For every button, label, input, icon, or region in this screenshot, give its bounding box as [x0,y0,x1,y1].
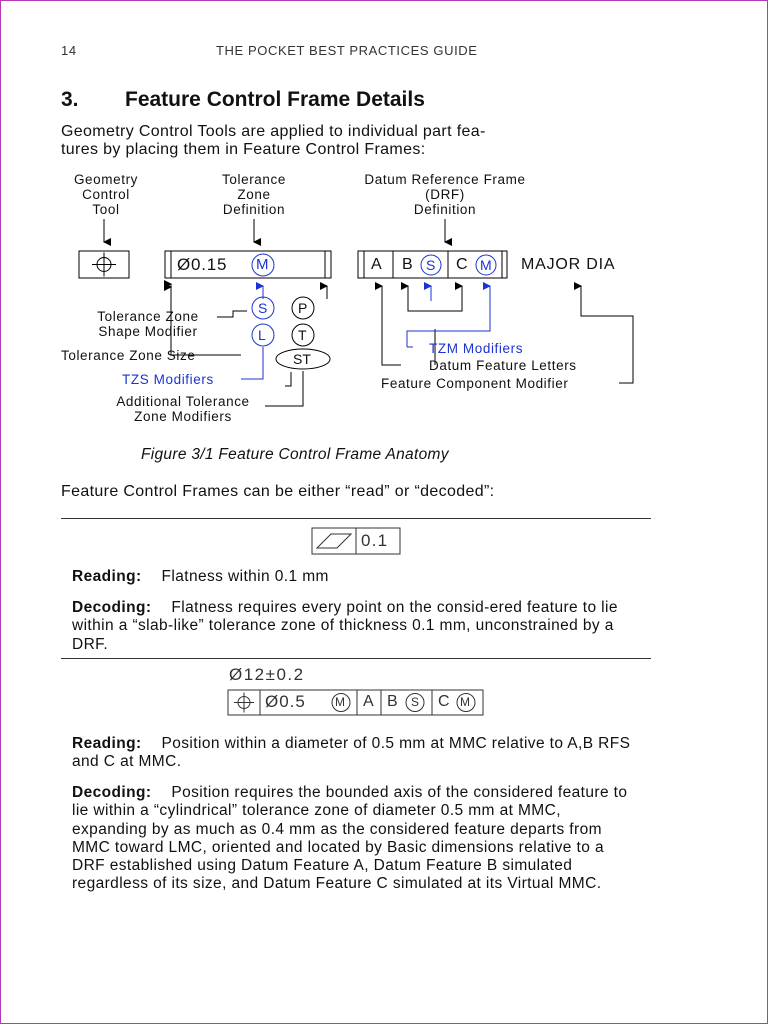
rfs-modifier: S [426,257,436,273]
position-datum-c: C [438,693,450,710]
modifier-p: P [298,300,308,316]
tzs-modifier-s: S [258,300,268,316]
example2-reading: Reading: Position within a diameter of 0.5 mm at MMC relative to A,B RFS and C at MMC. [72,735,631,771]
datum-c-mmc-modifier: M [480,257,492,273]
label-tolerance-zone-definition: Tolerance Zone Definition [222,172,286,217]
section-title: Feature Control Frame Details [125,88,425,111]
label-component-modifier: Feature Component Modifier [381,376,569,391]
position-c-mmc: M [460,695,470,709]
position-tolerance: Ø0.5 [265,692,306,711]
position-datum-b: B [387,693,398,710]
datum-a: A [371,256,382,273]
tzs-modifier-l: L [258,327,266,343]
modifier-st: ST [293,351,311,367]
datum-c: C [456,256,468,273]
size-callout: Ø12±0.2 [229,665,305,684]
label-drf-definition: Datum Reference Frame (DRF) Definition [364,172,526,217]
label-zone-size: Tolerance Zone Size [61,348,196,363]
mmc-modifier: M [256,256,269,273]
label-geometry-tool: Geometry Control Tool [73,172,139,217]
label-shape-modifier: Tolerance Zone Shape Modifier [97,309,199,339]
example1-decoding: Decoding: Flatness requires every point on the consid-ered feature to lie within a “slab-like” tolerance zone of thickness 0.1 mm, unconstrained by a DRF. [72,599,618,653]
major-dia-label: MAJOR DIA [521,256,616,273]
flatness-value: 0.1 [361,531,389,550]
example2-decoding: Decoding: Position requires the bounded axis of the considered feature to lie within a “cylindrical” tolerance zone of diameter 0.5 mm at MMC, expanding by as much as 0.4 mm as the considered feature departs from MMC toward LMC, oriented and located by Basic dimensions relative to a DRF established using Datum Feature A, Datum Feature B simulated regardless of its size, and Datum Feature C simulated at its Virtual MMC. [72,784,628,893]
section-number: 3. [61,88,79,111]
label-datum-letters: Datum Feature Letters [429,358,577,373]
page-number: 14 [61,43,77,58]
position-mmc: M [335,695,345,709]
intro-line-1: Geometry Control Tools are applied to individual part fea- [61,123,486,140]
label-tzs-modifiers: TZS Modifiers [122,372,214,387]
intro-line-2: tures by placing them in Feature Control Frames: [61,141,426,158]
example1-reading: Reading: Flatness within 0.1 mm [72,568,329,585]
position-rfs: S [411,695,420,709]
label-tzm-modifiers: TZM Modifiers [429,341,524,356]
label-additional-modifiers: Additional Tolerance Zone Modifiers [116,394,250,424]
figure-caption: Figure 3/1 Feature Control Frame Anatomy [141,446,449,463]
datum-b: B [402,256,413,273]
modifier-t: T [298,327,307,343]
read-decode-intro: Feature Control Frames can be either “read” or “decoded”: [61,483,495,500]
running-title: THE POCKET BEST PRACTICES GUIDE [216,43,478,58]
tolerance-value: Ø0.15 [177,255,228,274]
position-datum-a: A [363,693,374,710]
